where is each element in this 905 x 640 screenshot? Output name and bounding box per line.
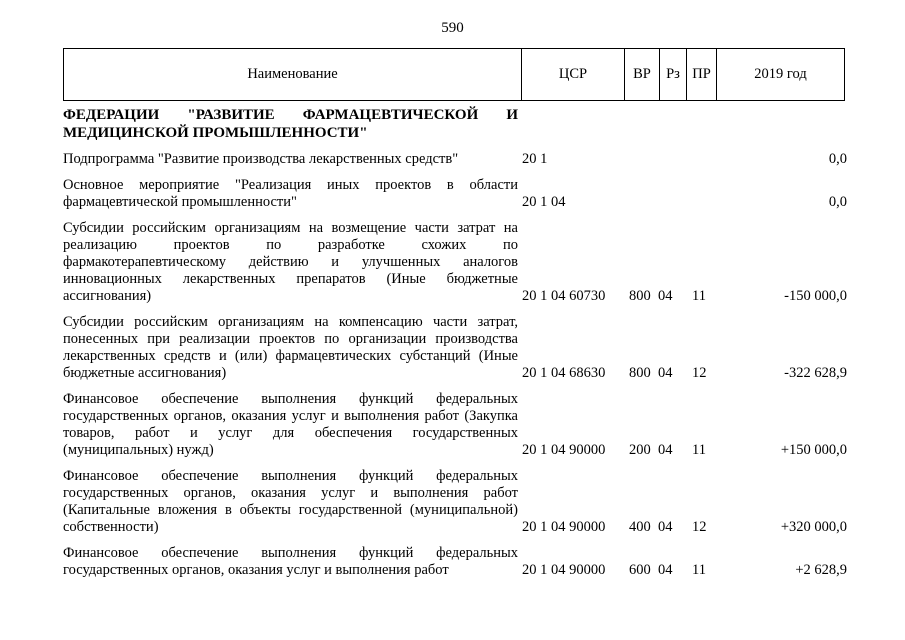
row-name: Основное мероприятие "Реализация иных проектов в области фармацевтической промышленности": [63, 177, 518, 210]
header-pr: ПР: [687, 49, 717, 100]
row-name: Подпрограмма "Развитие производства лекарственных средств": [63, 151, 459, 167]
row-csr: 20 1 04 90000: [522, 519, 606, 535]
row-vr: 600: [629, 562, 651, 578]
row-name: Финансовое обеспечение выполнения функций федеральных государственных органов, оказания услуг и выполнения работ (Капитальные вложения в объекты государственной (муниципальной) собственности): [63, 468, 518, 535]
table-row: [0, 177, 905, 211]
row-amount: -150 000,0: [784, 288, 847, 304]
row-rz: 04: [658, 288, 673, 304]
row-rz: 04: [658, 365, 673, 381]
header-rz: Рз: [660, 49, 687, 100]
row-vr: 400: [629, 519, 651, 535]
table-body: [0, 106, 905, 588]
row-csr: 20 1: [522, 151, 548, 167]
table-row: [0, 545, 905, 579]
row-csr: 20 1 04 68630: [522, 365, 606, 381]
row-amount: -322 628,9: [784, 365, 847, 381]
table-row: [0, 391, 905, 459]
row-rz: 04: [658, 442, 673, 458]
row-amount: +320 000,0: [780, 519, 847, 535]
header-year: 2019 год: [754, 66, 807, 82]
row-name: Субсидии российским организациям на компенсацию части затрат, понесенных при реализации проектов по организации производства лекарственных средств и (или) фармацевтических субстанций (Иные бюджетные ассигнования): [63, 314, 518, 381]
row-amount: 0,0: [828, 194, 847, 210]
table-row: [0, 220, 905, 305]
row-pr: 11: [692, 562, 706, 578]
table-row: [0, 468, 905, 536]
header-vr: ВР: [625, 49, 660, 100]
row-vr: 200: [629, 442, 651, 458]
row-vr: 800: [629, 365, 651, 381]
row-name: Субсидии российским организациям на возмещение части затрат на реализацию проектов по разработке схожих по фармакотерапевтическому действию и улучшенных аналогов инновационных лекарственных препаратов (Иные бюджетные ассигнования): [63, 220, 518, 304]
row-pr: 11: [692, 288, 706, 304]
row-name: Финансовое обеспечение выполнения функций федеральных государственных органов, оказания услуг и выполнения работ: [63, 545, 518, 578]
row-pr: 12: [692, 365, 707, 381]
row-rz: 04: [658, 519, 673, 535]
row-name: Финансовое обеспечение выполнения функций федеральных государственных органов, оказания услуг и выполнения работ (Закупка товаров, работ и услуг для обеспечения государственных (муниципальных) нужд): [63, 391, 518, 458]
row-name: ФЕДЕРАЦИИ "РАЗВИТИЕ ФАРМАЦЕВТИЧЕСКОЙ И МЕДИЦИНСКОЙ ПРОМЫШЛЕННОСТИ": [63, 107, 518, 141]
row-rz: 04: [658, 562, 673, 578]
header-csr: ЦСР: [522, 49, 625, 100]
row-pr: 11: [692, 442, 706, 458]
row-vr: 800: [629, 288, 651, 304]
row-csr: 20 1 04: [522, 194, 566, 210]
row-amount: +150 000,0: [780, 442, 847, 458]
page-number: 590: [441, 20, 464, 36]
row-csr: 20 1 04 90000: [522, 562, 606, 578]
row-pr: 12: [692, 519, 707, 535]
table-header: [63, 48, 845, 101]
table-row: [0, 314, 905, 382]
table-row: [0, 151, 905, 168]
row-csr: 20 1 04 90000: [522, 442, 606, 458]
row-amount: 0,0: [828, 151, 847, 167]
row-amount: +2 628,9: [795, 562, 847, 578]
row-csr: 20 1 04 60730: [522, 288, 606, 304]
header-name: Наименование: [64, 49, 522, 100]
table-row: [0, 106, 905, 142]
